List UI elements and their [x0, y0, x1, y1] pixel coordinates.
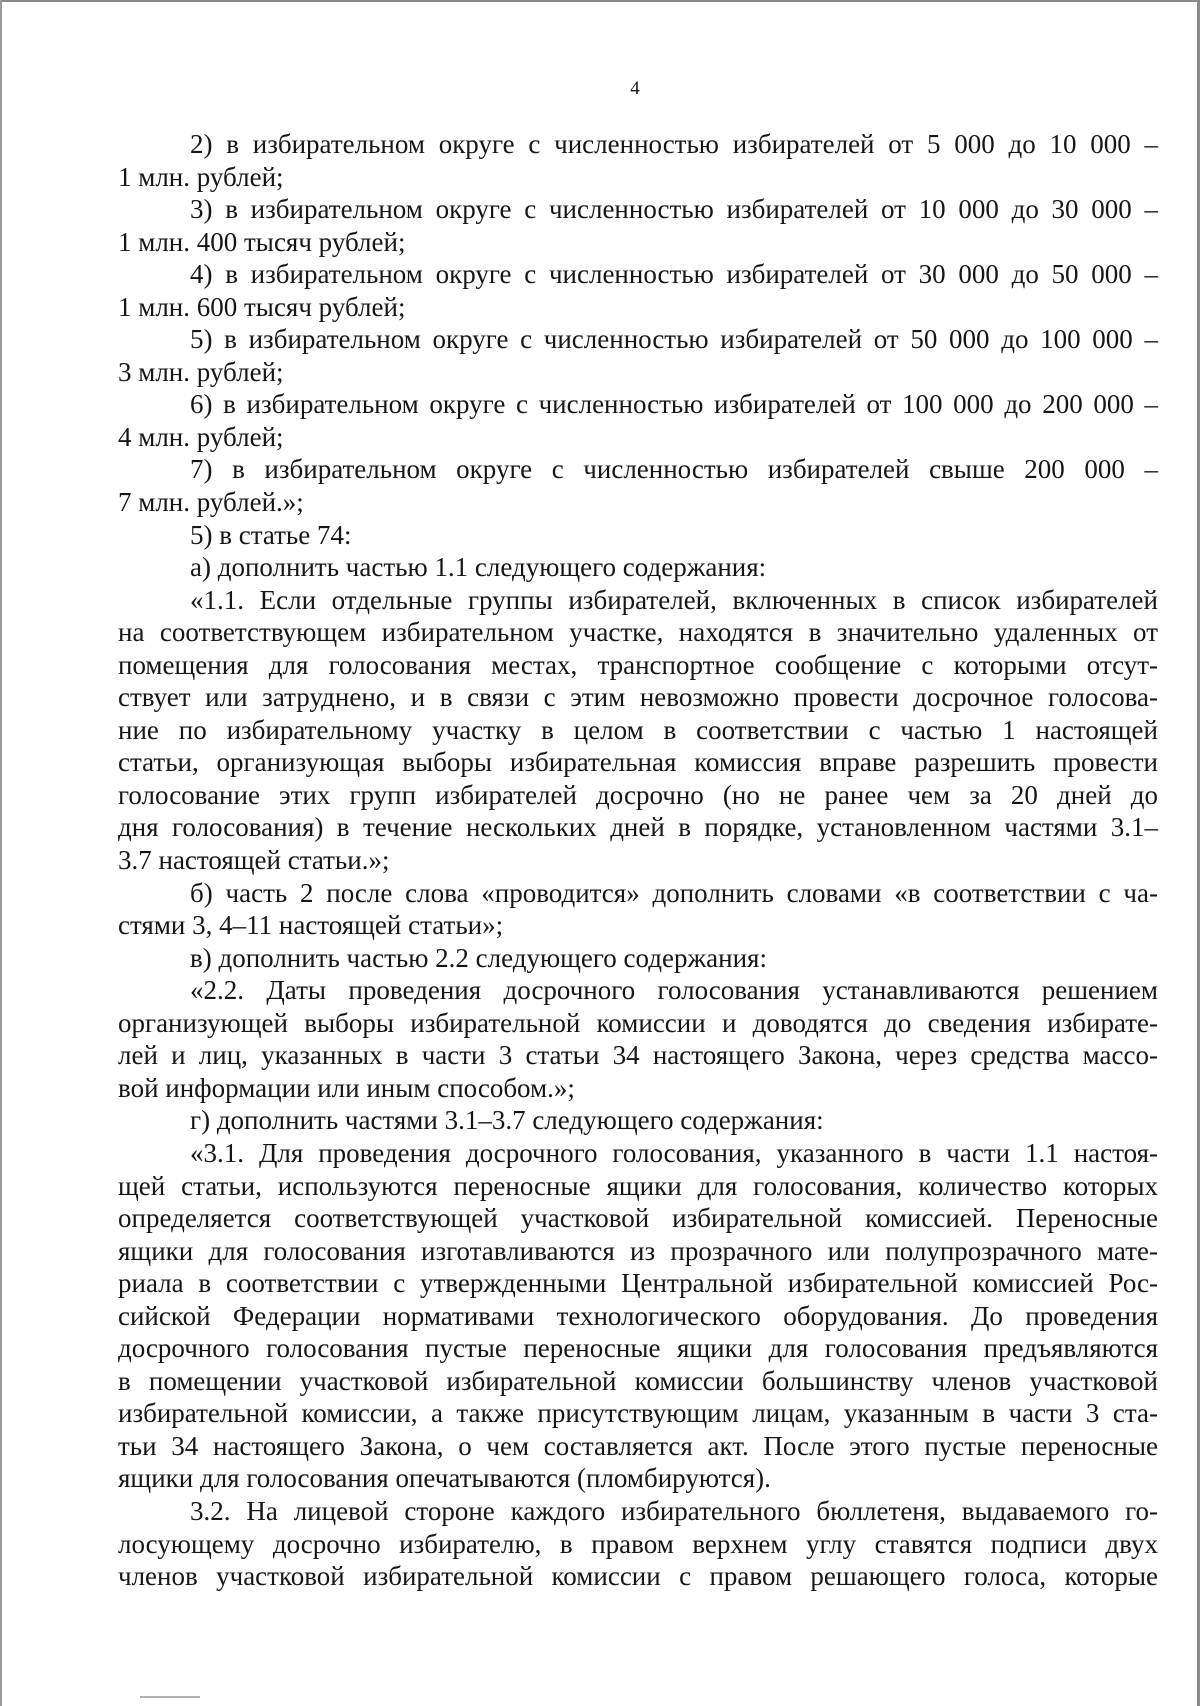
text-line: 3.7 настоящей статьи.»; [118, 845, 390, 876]
text-line: в) дополнить частью 2.2 следующего содержания: [190, 942, 767, 973]
text-line: г) дополнить частями 3.1–3.7 следующего содержания: [190, 1105, 824, 1136]
text-line: статьи, организующая выборы избирательная комиссия вправе разрешить провести [118, 747, 1158, 778]
text-line: помещения для голосования местах, транспортное сообщение с которыми отсут- [118, 649, 1158, 680]
scan-border-top [0, 0, 1200, 2]
text-line: 5) в избирательном округе с численностью избирателей от 50 000 до 100 000 – [190, 324, 1158, 355]
text-line: 4 млн. рублей; [118, 421, 284, 452]
text-line: 7 млн. рублей.»; [118, 487, 304, 518]
text-line: б) часть 2 после слова «проводится» дополнить словами «в соответствии с ча- [190, 877, 1158, 908]
text-line: дня голосования) в течение нескольких дней в порядке, установленном частями 3.1– [118, 812, 1158, 843]
text-line: стями 3, 4–11 настоящей статьи»; [118, 910, 504, 941]
page-number: 4 [630, 78, 640, 99]
text-line: 4) в избирательном округе с численностью избирателей от 30 000 до 50 000 – [190, 259, 1158, 290]
text-line: ние по избирательному участку в целом в соответствии с частью 1 настоящей [118, 714, 1158, 745]
text-line: 3.2. На лицевой стороне каждого избирательного бюллетеня, выдаваемого го- [190, 1495, 1158, 1526]
text-line: риала в соответствии с утвержденными Центральной избирательной комиссией Рос- [118, 1268, 1158, 1299]
text-line: «3.1. Для проведения досрочного голосования, указанного в части 1.1 настоя- [190, 1137, 1158, 1168]
text-line: ящики для голосования опечатываются (пломбируются). [118, 1463, 771, 1494]
text-line: 1 млн. 600 тысяч рублей; [118, 291, 406, 322]
scan-mark [140, 1696, 200, 1698]
text-line: тьи 34 настоящего Закона, о чем составляется акт. После этого пустые переносные [118, 1430, 1158, 1461]
text-line: 7) в избирательном округе с численностью избирателей свыше 200 000 – [190, 454, 1158, 485]
text-line: щей статьи, используются переносные ящики для голосования, количество которых [118, 1170, 1158, 1201]
text-line: лосующему досрочно избирателю, в правом верхнем углу ставятся подписи двух [118, 1528, 1158, 1559]
scan-border-left [0, 0, 2, 1706]
text-line: 1 млн. 400 тысяч рублей; [118, 226, 406, 257]
text-line: избирательной комиссии, а также присутствующим лицам, указанным в части 3 ста- [118, 1398, 1158, 1429]
text-line: на соответствующем избирательном участке, находятся в значительно удаленных от [118, 617, 1158, 648]
text-line: досрочного голосования пустые переносные ящики для голосования предъявляются [118, 1333, 1158, 1364]
text-line: голосование этих групп избирателей досрочно (но не ранее чем за 20 дней до [118, 779, 1158, 810]
text-line: организующей выборы избирательной комиссии и доводятся до сведения избирате- [118, 1007, 1158, 1038]
text-line: «2.2. Даты проведения досрочного голосования устанавливаются решением [190, 975, 1158, 1006]
text-line: 1 млн. рублей; [118, 161, 284, 192]
text-line: ствует или затруднено, и в связи с этим невозможно провести досрочное голосова- [118, 682, 1158, 713]
document-body [118, 128, 1158, 1593]
text-line: а) дополнить частью 1.1 следующего содержания: [190, 552, 767, 583]
text-line: 6) в избирательном округе с численностью избирателей от 100 000 до 200 000 – [190, 389, 1158, 420]
text-line: 3) в избирательном округе с численностью избирателей от 10 000 до 30 000 – [190, 194, 1158, 225]
text-line: 2) в избирательном округе с численностью избирателей от 5 000 до 10 000 – [190, 129, 1158, 159]
text-line: определяется соответствующей участковой избирательной комиссией. Переносные [118, 1203, 1158, 1234]
text-line: ящики для голосования изготавливаются из прозрачного или полупрозрачного мате- [118, 1235, 1158, 1266]
text-line: «1.1. Если отдельные группы избирателей, включенных в список избирателей [190, 584, 1158, 615]
text-line: лей и лиц, указанных в части 3 статьи 34 настоящего Закона, через средства массо- [118, 1040, 1158, 1071]
text-line: в помещении участковой избирательной комиссии большинству членов участковой [118, 1365, 1158, 1396]
text-line: 5) в статье 74: [190, 519, 352, 550]
text-line: сийской Федерации нормативами технологического оборудования. До проведения [118, 1300, 1158, 1331]
text-line: 3 млн. рублей; [118, 356, 284, 387]
text-line: вой информации или иным способом.»; [118, 1072, 575, 1103]
text-line: членов участковой избирательной комиссии с правом решающего голоса, которые [118, 1561, 1158, 1592]
